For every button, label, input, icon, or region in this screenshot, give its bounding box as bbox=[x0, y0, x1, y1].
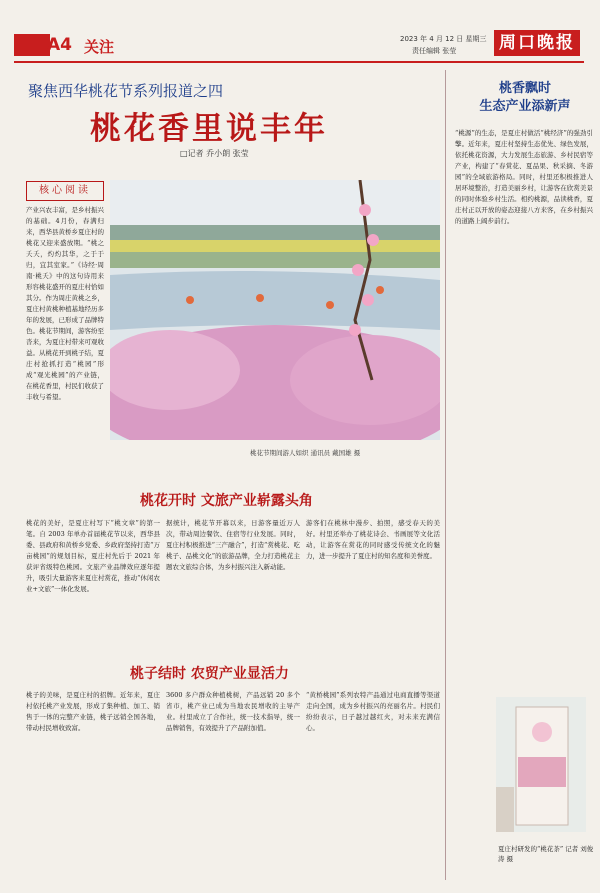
newspaper-logo: 周口晚报 bbox=[494, 30, 580, 56]
page-number: A4 bbox=[47, 35, 72, 55]
section2-column-3: “黄桥桃园”系列农特产品通过电商直播等渠道走向全国，成为乡村振兴的亮丽名片。村民们纷纷表示，日子越过越红火，对未来充满信心。 bbox=[306, 691, 440, 732]
section2-column-1: 桃子的美味，是夏庄村的招牌。近年来，夏庄村依托桃产业发展，形成了集种植、加工、销售于一体的完整产业链，桃子远销全国各地，带动村民增收致富。 bbox=[26, 691, 160, 732]
section1-column-2: 据统计，桃花节开幕以来，日游客量近万人次，带动周边餐饮、住宿等行业发展。同时，夏庄村积极推进“三产融合”，打造“赏桃花、吃桃子、品桃文化”的旅游品牌，全力打造桃花主题农文旅综合体，为乡村振兴注入新动能。 bbox=[166, 519, 300, 571]
tea-product-photo bbox=[496, 697, 586, 832]
section1-column-1: 桃花的美好，是夏庄村写下“桃文章”的第一笔。自 2003 年单办首届桃花节以来，西华县委、县政府和黄桥乡党委、乡政府坚持打造“万亩桃园”的规划目标，夏庄村先后于 2021 年获评省级特色桃园。文旅产业品牌效应逐年提升，吸引大量游客来夏庄村赏花，推动“休闲农业+文旅”一体化发展。 bbox=[26, 519, 160, 593]
photo-illustration bbox=[110, 180, 440, 440]
section1-column-3: 游客们在桃林中漫步、拍照，感受春天的美好。村里还举办了桃花诗会、书画展等文化活动，让游客在赏花的同时感受传统文化的魅力，进一步提升了夏庄村的知名度和美誉度。 bbox=[306, 519, 440, 560]
series-title: 聚焦西华桃花节系列报道之四 bbox=[28, 82, 224, 100]
headline: 桃花香里说丰年 bbox=[90, 111, 328, 147]
byline: □记者 乔小朗 张莹 bbox=[180, 149, 249, 158]
tea-photo-caption: 夏庄村研发的“桃花茶” 记者 刘俊涛 摄 bbox=[498, 845, 594, 863]
section2-column-2: 3600 多户群众种植桃树，产品远销 20 多个省市，桃产业已成为当地农民增收的主导产业。村里成立了合作社，统一技术指导，统一品牌销售，有效提升了产品附加值。 bbox=[166, 691, 300, 732]
right-headline-line-2: 生态产业添新声 bbox=[479, 99, 571, 114]
guide-label: 核心阅读 bbox=[26, 181, 104, 201]
photo-caption: 桃花节期间游人如织 通讯员 戴国雄 摄 bbox=[250, 449, 361, 457]
right-body-text: “桃源”的生态，是夏庄村做活“桃经济”的强劲引擎。近年来，夏庄村坚持生态优先、绿色发展，依托桃花资源，大力发展生态旅游、乡村民宿等产业，构建了“春赏花、夏品果、秋采摘、冬游园”的全域旅游格局。同时，村里还积极推进人居环境整治，打造美丽乡村，让游客在欣赏美景的同时体验乡村生活。相约桃源，品读桃香，夏庄村正以开放的姿态迎接八方来客，在乡村振兴的道路上阔步前行。 bbox=[455, 129, 593, 225]
intro-text: 产业兴农丰富，是乡村振兴的基础。4月份，春满归来，西华县黄桥乡夏庄村的桃花又迎来盛放期。“桃之夭夭，灼灼其华，之于于归，宜其室家。”《诗经·周南·桃夭》中的这句诗用来形容桃花盛开的夏庄村恰如其分。作为周庄黄桃之乡，夏庄村黄桃种植基地经历多年的发展，已形成了品牌特色。桃花节期间，游客纷至沓来，为夏庄村带来可观收益。从桃花开到桃子结，夏庄村抢抓打造“桃园”形成“观光桃园”的产业链，在桃花香里，村民们收获了丰收与希望。 bbox=[26, 206, 104, 401]
subhead-1: 桃花开时 文旅产业崭露头角 bbox=[140, 493, 313, 509]
right-headline-line-1: 桃香飘时 bbox=[498, 81, 551, 96]
issue-date: 2023 年 4 月 12 日 星期三 bbox=[400, 35, 487, 43]
editor-credit: 责任编辑 张莹 bbox=[412, 47, 457, 55]
column-divider bbox=[445, 70, 446, 880]
right-headline bbox=[455, 80, 595, 116]
page-tag-block bbox=[14, 34, 50, 56]
section-name: 关注 bbox=[84, 38, 115, 56]
tea-box-illustration bbox=[496, 697, 586, 832]
header-divider bbox=[14, 61, 584, 63]
peach-blossom-photo bbox=[110, 180, 440, 440]
subhead-2: 桃子结时 农贸产业显活力 bbox=[130, 666, 289, 682]
